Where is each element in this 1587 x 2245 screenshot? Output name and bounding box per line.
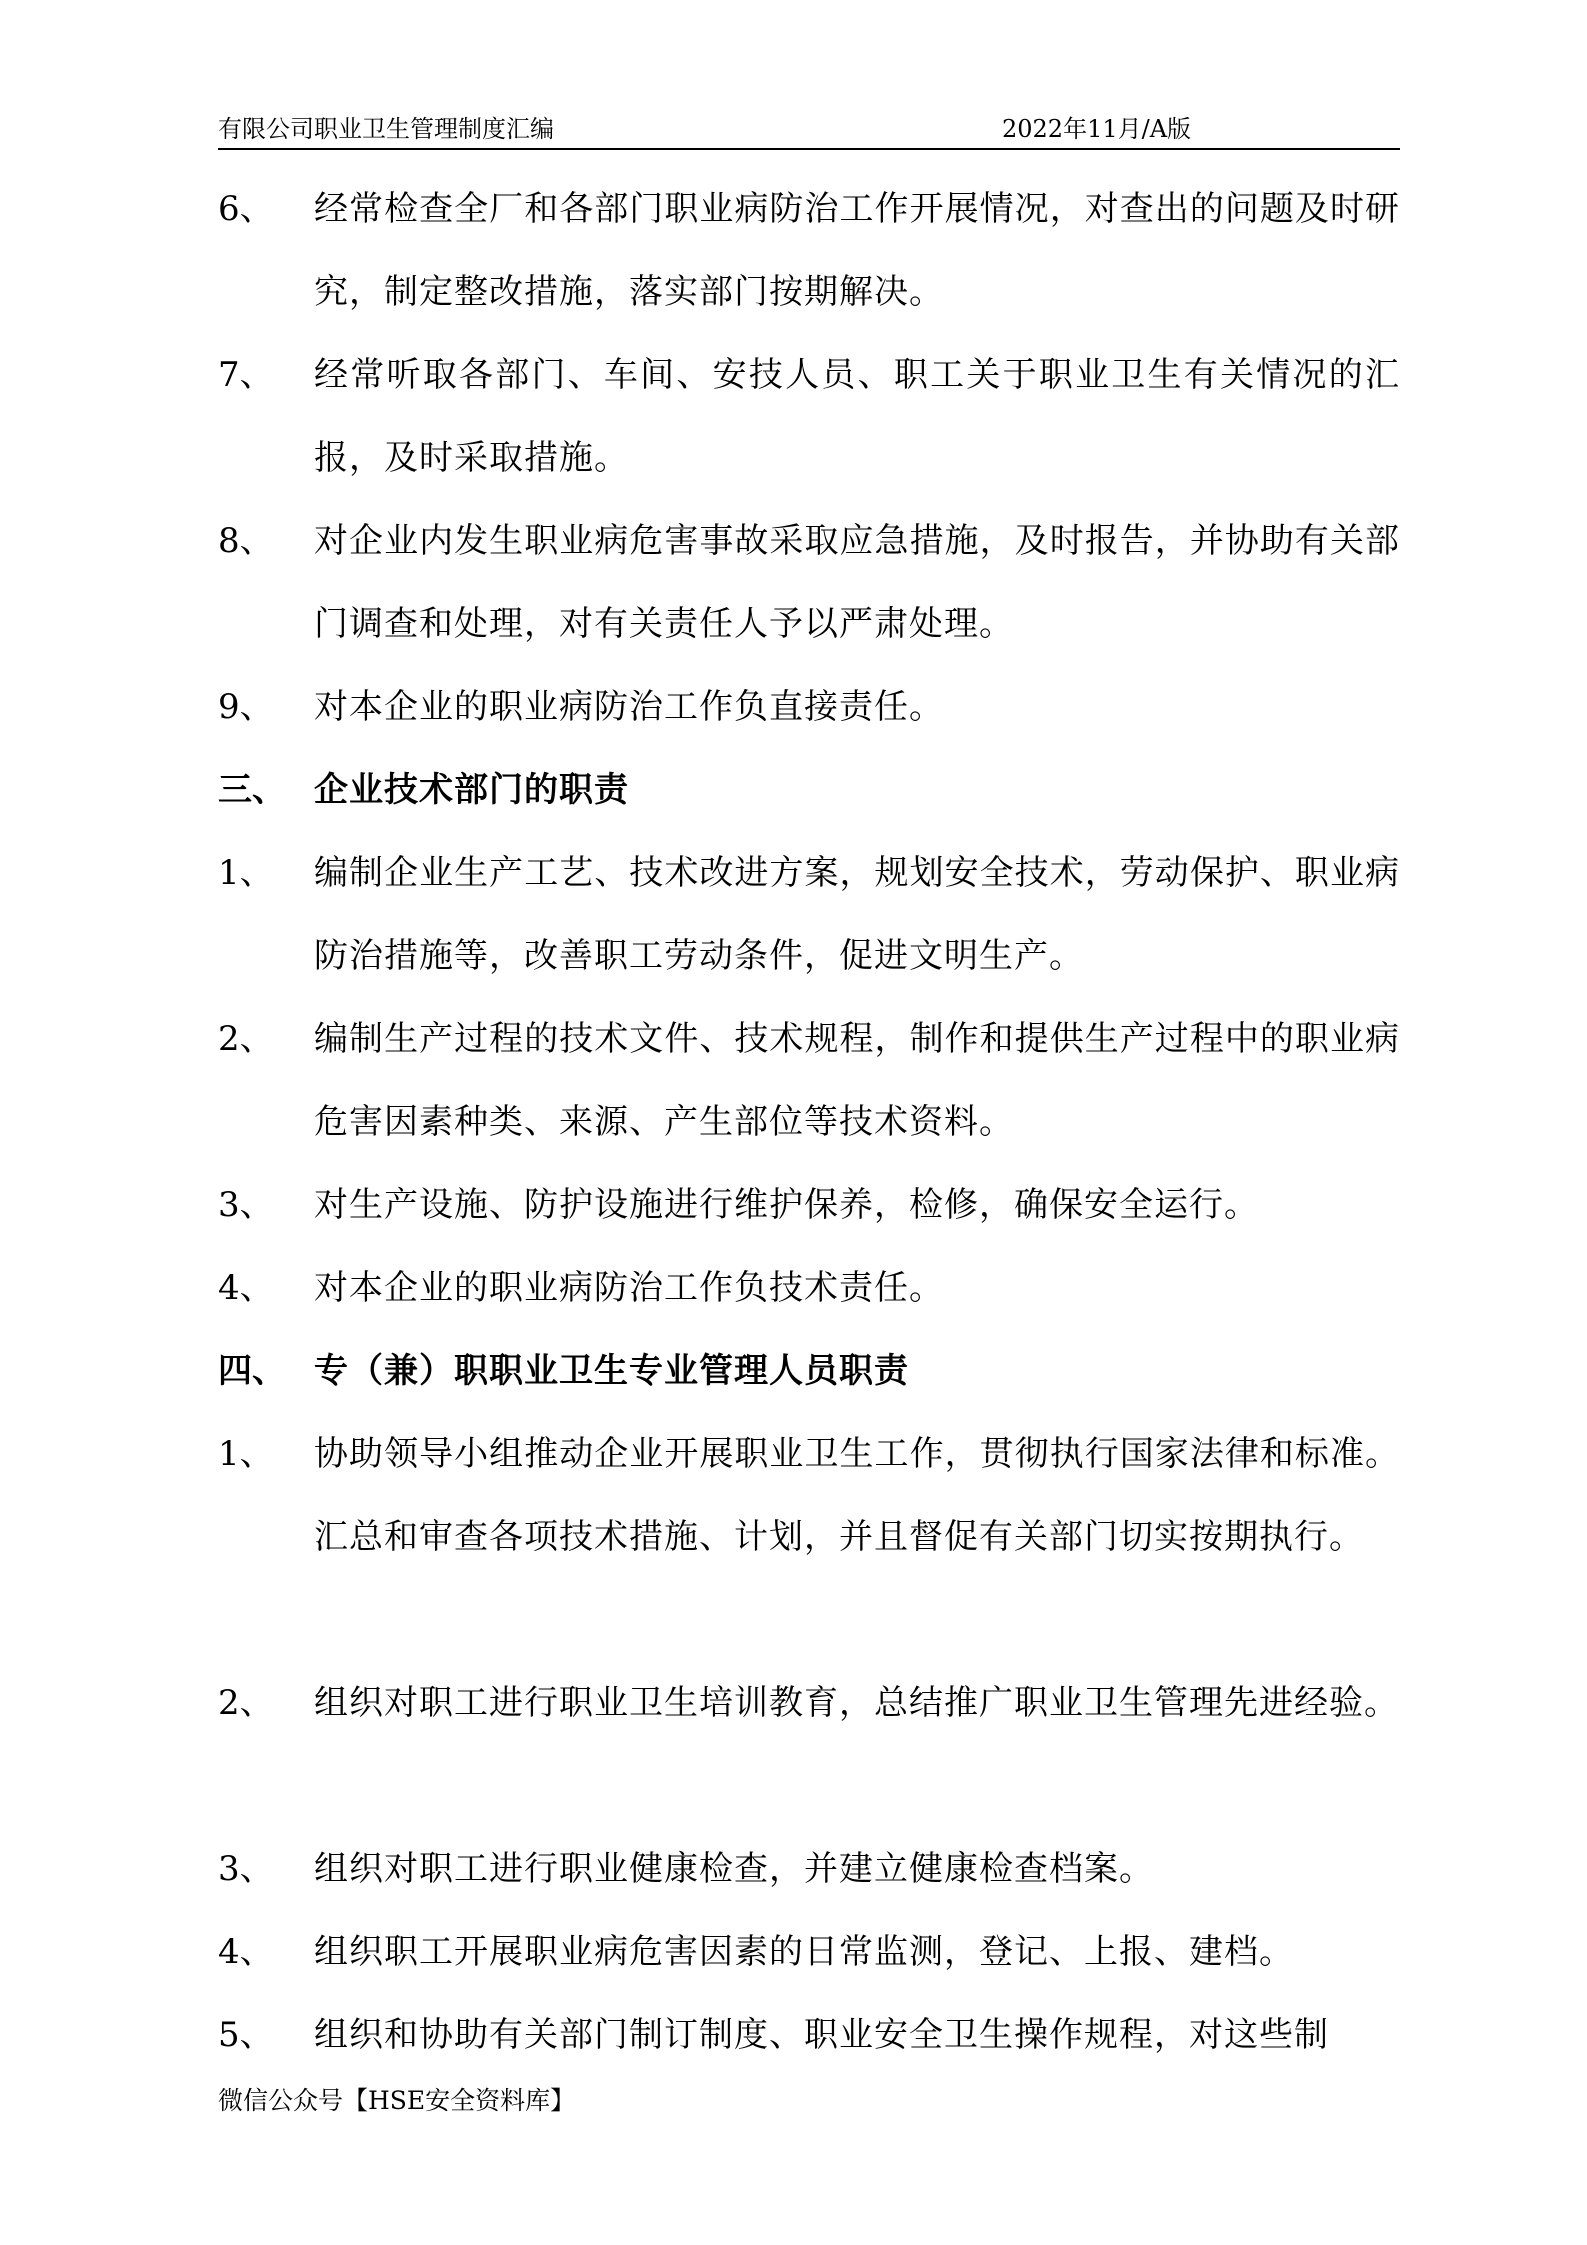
item-number: 1、 — [218, 1434, 274, 1474]
item-number: 8、 — [218, 521, 274, 561]
item-text: 组织对职工进行职业健康检查，并建立健康检查档案。 — [314, 1849, 1154, 1889]
section-number: 四、 — [218, 1351, 286, 1391]
item-number: 1、 — [218, 853, 274, 893]
item-number: 6、 — [218, 189, 274, 229]
item-text: 经常听取各部门、车间、安技人员、职工关于职业卫生有关情况的汇报，及时采取措施。 — [314, 355, 1400, 478]
item-text: 组织职工开展职业病危害因素的日常监测，登记、上报、建档。 — [314, 1932, 1294, 1972]
item-number: 9、 — [218, 687, 274, 727]
item-number: 5、 — [218, 2015, 274, 2055]
item-text: 对企业内发生职业病危害事故采取应急措施，及时报告，并协助有关部门调查和处理，对有关责任人予以严肃处理。 — [314, 521, 1400, 644]
section-title: 专（兼）职职业卫生专业管理人员职责 — [314, 1351, 909, 1391]
item-text: 对生产设施、防护设施进行维护保养，检修，确保安全运行。 — [314, 1185, 1259, 1225]
list-item — [218, 666, 1400, 749]
item-number: 4、 — [218, 1932, 274, 1972]
page-header — [218, 112, 1400, 150]
item-number: 2、 — [218, 1683, 274, 1723]
list-item — [218, 500, 1400, 666]
list-item — [218, 1828, 1400, 1911]
section-heading — [218, 749, 1400, 832]
page-footer: 微信公众号【HSE安全资料库】 — [218, 2086, 576, 2115]
list-item — [218, 334, 1400, 500]
item-text: 经常检查全厂和各部门职业病防治工作开展情况，对查出的问题及时研究，制定整改措施，落实部门按期解决。 — [314, 189, 1400, 312]
list-item — [218, 832, 1400, 998]
item-text: 协助领导小组推动企业开展职业卫生工作，贯彻执行国家法律和标准。汇总和审查各项技术措施、计划，并且督促有关部门切实按期执行。 — [314, 1434, 1400, 1557]
item-text: 组织对职工进行职业卫生培训教育，总结推广职业卫生管理先进经验。 — [314, 1683, 1399, 1723]
item-number: 4、 — [218, 1268, 274, 1308]
list-item — [218, 1164, 1400, 1247]
header-version-date: 2022年11月/A版 — [1002, 115, 1192, 143]
item-number: 7、 — [218, 355, 274, 395]
item-number: 3、 — [218, 1849, 274, 1889]
item-text: 编制企业生产工艺、技术改进方案，规划安全技术，劳动保护、职业病防治措施等，改善职工劳动条件，促进文明生产。 — [314, 853, 1400, 976]
list-item — [218, 1994, 1400, 2077]
section-heading — [218, 1330, 1400, 1413]
list-item — [218, 1247, 1400, 1330]
list-item — [218, 998, 1400, 1164]
item-number: 2、 — [218, 1019, 274, 1059]
item-text: 编制生产过程的技术文件、技术规程，制作和提供生产过程中的职业病危害因素种类、来源、产生部位等技术资料。 — [314, 1019, 1400, 1142]
list-item — [218, 1662, 1400, 1745]
list-item — [218, 1413, 1400, 1579]
item-number: 3、 — [218, 1185, 274, 1225]
list-item — [218, 168, 1400, 334]
list-item — [218, 1911, 1400, 1994]
section-number: 三、 — [218, 770, 286, 810]
section-title: 企业技术部门的职责 — [314, 770, 629, 810]
item-text: 组织和协助有关部门制订制度、职业安全卫生操作规程，对这些制 — [314, 2015, 1329, 2055]
item-text: 对本企业的职业病防治工作负直接责任。 — [314, 687, 944, 727]
header-document-title: 有限公司职业卫生管理制度汇编 — [218, 115, 554, 143]
item-text: 对本企业的职业病防治工作负技术责任。 — [314, 1268, 944, 1308]
